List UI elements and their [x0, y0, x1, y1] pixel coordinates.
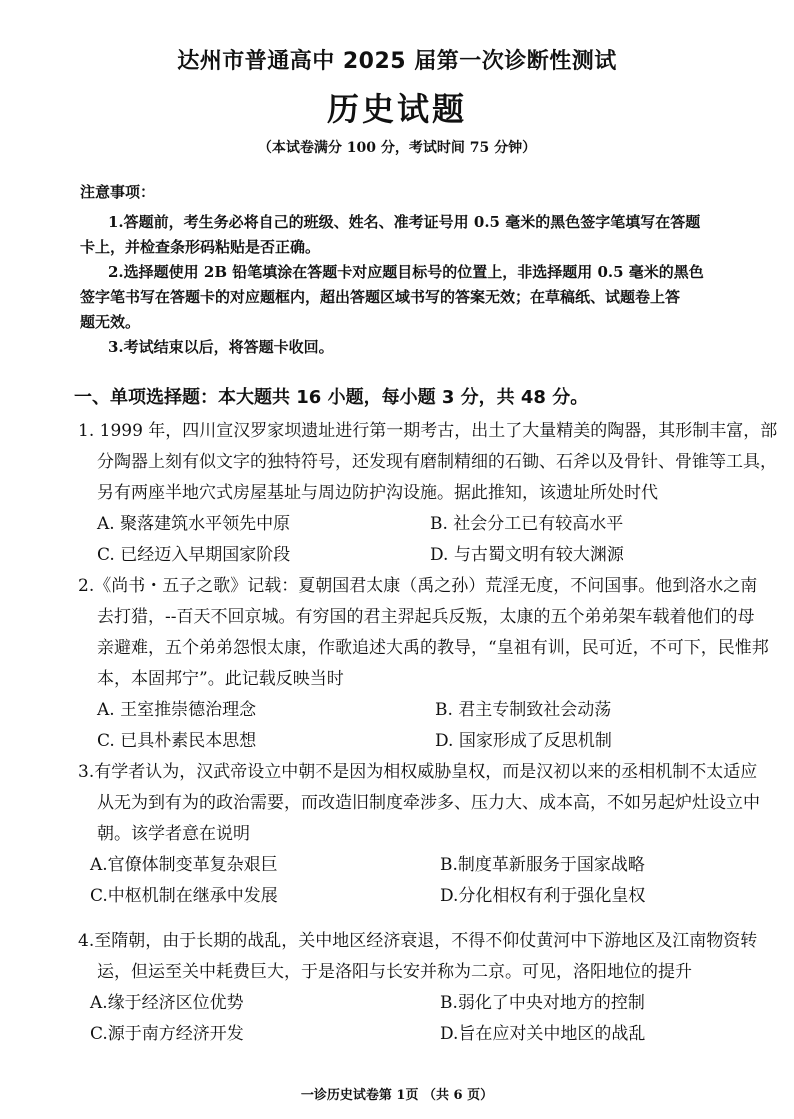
question-text-line: 另有两座半地穴式房屋基址与周边防护沟设施。据此推知，该遗址所处时代 [97, 483, 658, 503]
question-text-line: 去打猎，--百天不回京城。有穷国的君主羿起兵反叛，太康的五个弟弟架车载着他们的母 [97, 607, 755, 627]
notice-heading: 注意事项： [80, 183, 156, 201]
option-a: A. 聚落建筑水平领先中原 [97, 514, 291, 534]
notice-line: 2.选择题使用 2B 铅笔填涂在答题卡对应题目标号的位置上，非选择题用 0.5 毫米的黑色 [108, 263, 704, 281]
option-a: A. 王室推崇德治理念 [97, 700, 257, 720]
option-b: B.弱化了中央对地方的控制 [440, 993, 645, 1013]
option-c: C.中枢机制在继承中发展 [90, 886, 278, 906]
question-text-line: 朝。该学者意在说明 [97, 824, 250, 844]
notice-line: 3.考试结束以后，将答题卡收回。 [108, 338, 334, 356]
question-text-line: 1. 1999 年，四川宣汉罗家坝遗址进行第一期考古，出土了大量精美的陶器，其形制丰富，部 [78, 421, 778, 441]
question-text-line: 分陶器上刻有似文字的独特符号，还发现有磨制精细的石锄、石斧以及骨针、骨锥等工具， [97, 452, 777, 472]
question-text-line: 3.有学者认为，汉武帝设立中朝不是因为相权威胁皇权，而是汉初以来的丞相机制不太适应 [78, 762, 758, 782]
option-d: D.分化相权有利于强化皇权 [440, 886, 646, 906]
subject-title: 历史试题 [326, 90, 467, 128]
option-d: D.旨在应对关中地区的战乱 [440, 1024, 646, 1044]
page-footer: 一诊历史试卷第 1页 （共 6 页） [300, 1088, 494, 1103]
option-b: B. 君主专制致社会动荡 [435, 700, 612, 720]
option-a: A.缘于经济区位优势 [90, 993, 244, 1013]
section-title: 一、单项选择题：本大题共 16 小题，每小题 3 分，共 48 分。 [74, 387, 589, 408]
option-b: B. 社会分工已有较高水平 [430, 514, 624, 534]
option-d: D. 国家形成了反思机制 [435, 731, 612, 751]
question-text-line: 2.《尚书・五子之歌》记载：夏朝国君太康（禹之孙）荒淫无度，不问国事。他到洛水之南 [78, 576, 758, 596]
option-a: A.官僚体制变革复杂艰巨 [90, 855, 278, 875]
notice-line: 1.答题前，考生务必将自己的班级、姓名、准考证号用 0.5 毫米的黑色签字笔填写在答题 [108, 213, 701, 231]
exam-subtitle: （本试卷满分 100 分，考试时间 75 分钟） [257, 140, 537, 156]
option-c: C. 已具朴素民本思想 [97, 731, 257, 751]
notice-line: 题无效。 [80, 313, 141, 331]
notice-line: 签字笔书写在答题卡的对应题框内，超出答题区域书写的答案无效；在草稿纸、试题卷上答 [80, 288, 681, 306]
exam-title: 达州市普通高中 2025 届第一次诊断性测试 [177, 49, 617, 74]
notice-line: 卡上，并检查条形码粘贴是否正确。 [80, 238, 321, 256]
question-text-line: 4.至隋朝，由于长期的战乱，关中地区经济衰退，不得不仰仗黄河中下游地区及江南物资转 [78, 931, 758, 951]
question-text-line: 亲避难，五个弟弟怨恨太康，作歌追述大禹的教导，“皇祖有训，民可近，不可下，民惟邦 [97, 638, 769, 658]
question-text-line: 从无为到有为的政治需要，而改造旧制度牵涉多、压力大、成本高，不如另起炉灶设立中 [97, 793, 760, 813]
question-text-line: 本，本固邦宁”。此记载反映当时 [97, 669, 344, 689]
option-d: D. 与古蜀文明有较大渊源 [430, 545, 624, 565]
option-c: C.源于南方经济开发 [90, 1024, 244, 1044]
option-b: B.制度革新服务于国家战略 [440, 855, 645, 875]
option-c: C. 已经迈入早期国家阶段 [97, 545, 291, 565]
question-text-line: 运，但运至关中耗费巨大，于是洛阳与长安并称为二京。可见，洛阳地位的提升 [97, 962, 692, 982]
